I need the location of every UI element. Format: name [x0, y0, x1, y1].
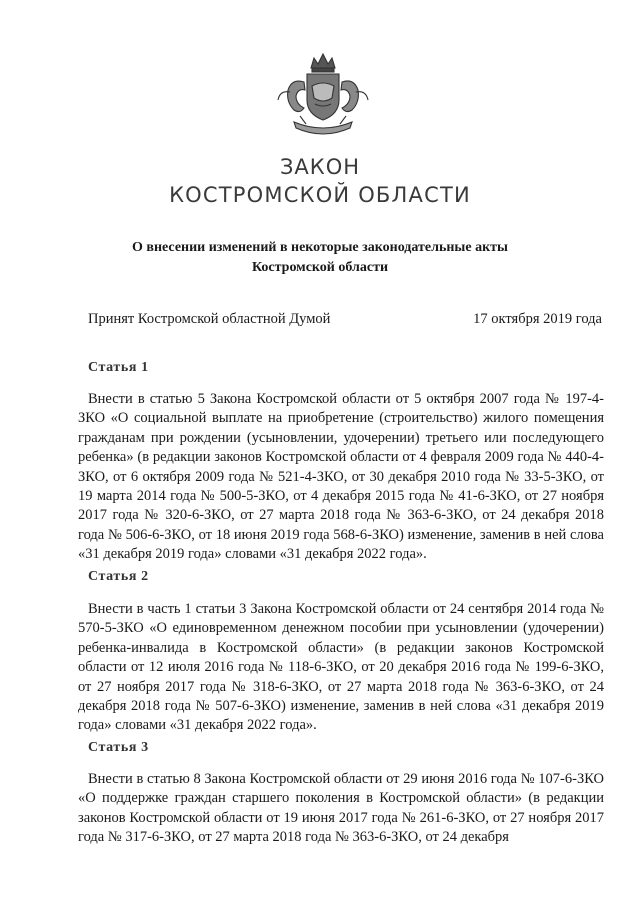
law-title: ЗАКОН — [279, 155, 361, 179]
article-1-text: Внести в статью 5 Закона Костромской области от 5 октября 2007 года № 197-4-ЗКО «О социальной выплате на приобретение (строительство) жилого помещения гражданам при рождении (усыновлении, удочерении) третьего или последующего ребенка» (в редакции законов Костромской области от 4 февраля 2009 года № 440-4-ЗКО, от 6 октября 2009 года № 521-4-ЗКО, от 30 декабря 2010 года № 33-5-ЗКО, от 19 марта 2014 года № 500-5-ЗКО, от 4 декабря 2015 года № 41-6-ЗКО, от 27 ноября 2017 года № 320-6-ЗКО, от 27 марта 2018 года № 363-6-ЗКО, от 24 декабря 2018 года № 506-6-ЗКО, от 18 июня 2019 года 568-6-ЗКО) изменение, заменив в ней слова «31 декабря 2019 года» словами «31 декабря 2022 года». — [78, 391, 604, 563]
adopted-date: 17 октября 2019 года — [473, 311, 602, 327]
law-region-title: КОСТРОМСКОЙ ОБЛАСТИ — [169, 183, 471, 207]
article-3-text: Внести в статью 8 Закона Костромской области от 29 июня 2016 года № 107-6-ЗКО «О поддержке граждан старшего поколения в Костромской области» (в редакции законов Костромской области от 19 июня 2017 года № 261-6-ЗКО, от 27 ноября 2017 года № 317-6-ЗКО, от 27 марта 2018 года № 363-6-ЗКО, от 24 декабря — [78, 771, 604, 846]
adopted-by: Принят Костромской областной Думой — [88, 311, 331, 327]
law-subject-line-1: О внесении изменений в некоторые законодательные акты — [132, 240, 508, 255]
article-2-text: Внести в часть 1 статьи 3 Закона Костромской области от 24 сентября 2014 года № 570-5-ЗКО «О единовременном денежном пособии при усыновлении (удочерении) ребенка-инвалида в Костромской области» (в редакции законов Костромской области от 12 июля 2016 года № 118-6-ЗКО, от 20 декабря 2016 года № 199-6-ЗКО, от 27 ноября 2017 года № 318-6-ЗКО, от 27 марта 2018 года № 363-6-ЗКО, от 24 декабря 2018 года № 507-6-ЗКО) изменение, заменив в ней слова «31 декабря 2019 года» словами «31 декабря 2022 года». — [78, 601, 604, 734]
article-1-heading: Статья 1 — [88, 360, 149, 375]
law-subject-line-2: Костромской области — [251, 260, 389, 275]
article-2-heading: Статья 2 — [88, 569, 149, 584]
article-3-heading: Статья 3 — [88, 740, 149, 755]
